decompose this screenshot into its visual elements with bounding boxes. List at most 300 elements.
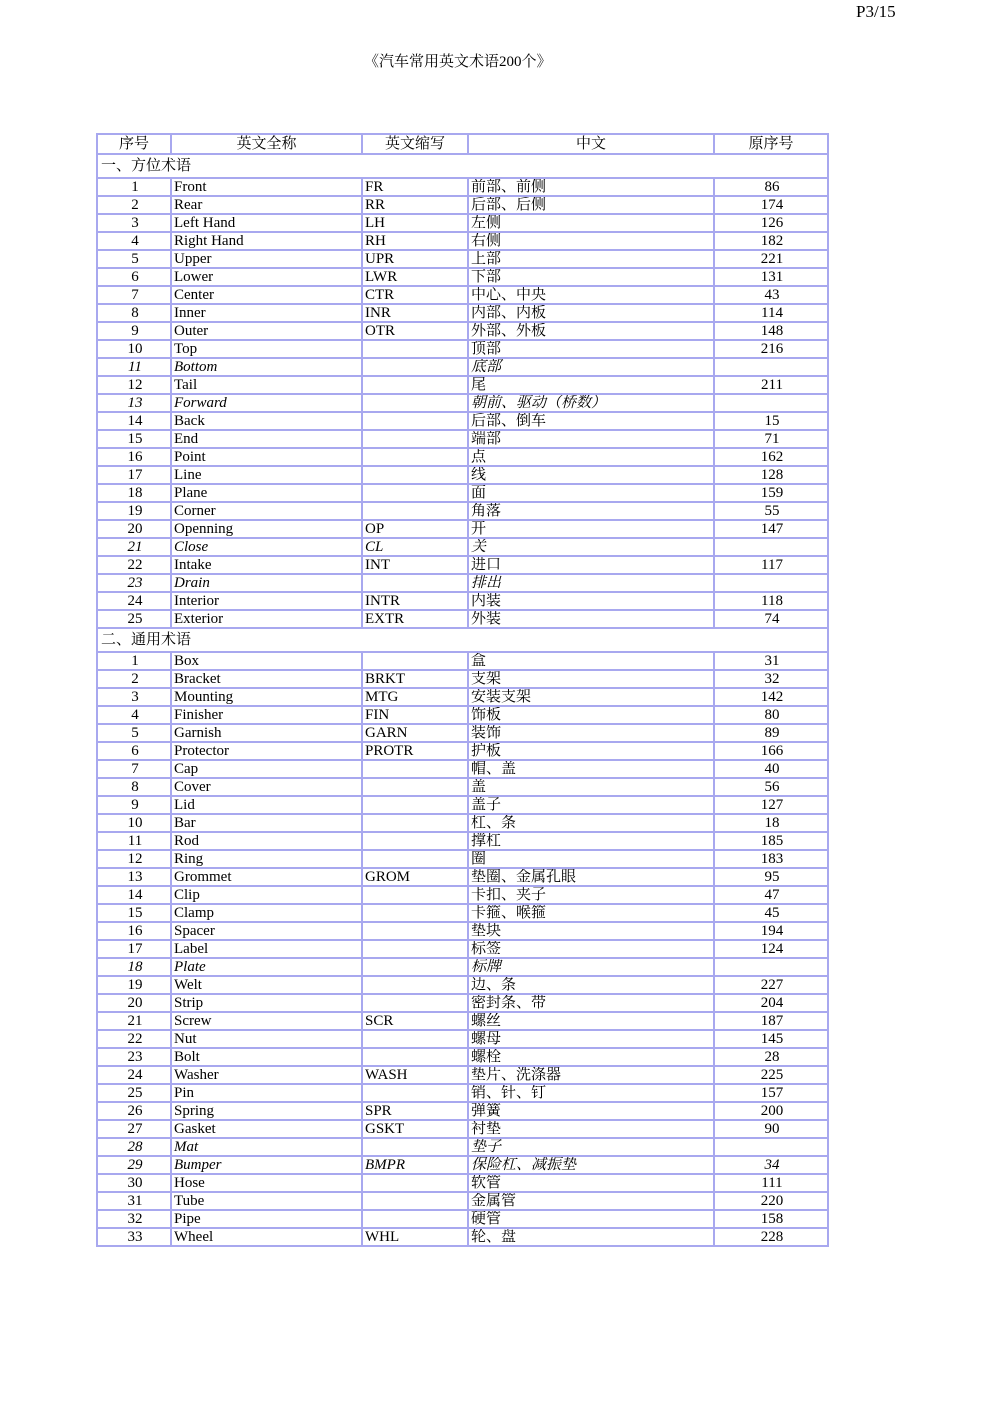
table-row: [97, 1120, 828, 1138]
row-number: 29: [97, 1156, 171, 1174]
chinese-term: 外部、外板: [468, 322, 714, 340]
chinese-term: 左侧: [468, 214, 714, 232]
original-number: 127: [714, 796, 828, 814]
original-number: 80: [714, 706, 828, 724]
table-row: [97, 1192, 828, 1210]
chinese-term: 软管: [468, 1174, 714, 1192]
english-name: Right Hand: [171, 232, 362, 250]
abbreviation: GROM: [362, 868, 468, 886]
original-number: 228: [714, 1228, 828, 1246]
english-name: Bracket: [171, 670, 362, 688]
chinese-term: 标签: [468, 940, 714, 958]
row-number: 5: [97, 724, 171, 742]
abbreviation: [362, 1138, 468, 1156]
chinese-term: 垫子: [468, 1138, 714, 1156]
original-number: 187: [714, 1012, 828, 1030]
original-number: 40: [714, 760, 828, 778]
table-row: [97, 1174, 828, 1192]
abbreviation: [362, 466, 468, 484]
chinese-term: 底部: [468, 358, 714, 376]
english-name: Lower: [171, 268, 362, 286]
table-row: [97, 520, 828, 538]
english-name: Protector: [171, 742, 362, 760]
english-name: Wheel: [171, 1228, 362, 1246]
chinese-term: 帽、盖: [468, 760, 714, 778]
header-english-name: 英文全称: [171, 134, 362, 154]
row-number: 17: [97, 466, 171, 484]
row-number: 25: [97, 610, 171, 628]
section-title: 二、通用术语: [97, 628, 828, 652]
abbreviation: [362, 904, 468, 922]
table-row: [97, 394, 828, 412]
english-name: Pin: [171, 1084, 362, 1102]
abbreviation: [362, 430, 468, 448]
english-name: Hose: [171, 1174, 362, 1192]
english-name: Garnish: [171, 724, 362, 742]
table-row: [97, 250, 828, 268]
table-row: [97, 1048, 828, 1066]
row-number: 9: [97, 322, 171, 340]
english-name: Top: [171, 340, 362, 358]
original-number: [714, 538, 828, 556]
english-name: Grommet: [171, 868, 362, 886]
original-number: [714, 358, 828, 376]
header-row: [97, 134, 828, 154]
original-number: 174: [714, 196, 828, 214]
english-name: Drain: [171, 574, 362, 592]
chinese-term: 卡箍、喉箍: [468, 904, 714, 922]
abbreviation: LH: [362, 214, 468, 232]
chinese-term: 外装: [468, 610, 714, 628]
english-name: Exterior: [171, 610, 362, 628]
row-number: 1: [97, 178, 171, 196]
row-number: 4: [97, 232, 171, 250]
chinese-term: 中心、中央: [468, 286, 714, 304]
table-row: [97, 1210, 828, 1228]
english-name: Tail: [171, 376, 362, 394]
chinese-term: 护板: [468, 742, 714, 760]
abbreviation: [362, 448, 468, 466]
table-row: [97, 832, 828, 850]
table-row: [97, 670, 828, 688]
original-number: 211: [714, 376, 828, 394]
row-number: 7: [97, 286, 171, 304]
row-number: 2: [97, 196, 171, 214]
abbreviation: UPR: [362, 250, 468, 268]
original-number: 182: [714, 232, 828, 250]
english-name: Gasket: [171, 1120, 362, 1138]
row-number: 11: [97, 358, 171, 376]
table-row: [97, 1030, 828, 1048]
original-number: 158: [714, 1210, 828, 1228]
header-no: 序号: [97, 134, 171, 154]
english-name: Washer: [171, 1066, 362, 1084]
row-number: 16: [97, 448, 171, 466]
table-row: [97, 1102, 828, 1120]
chinese-term: 内部、内板: [468, 304, 714, 322]
english-name: Mat: [171, 1138, 362, 1156]
abbreviation: [362, 1174, 468, 1192]
table-row: [97, 376, 828, 394]
row-number: 14: [97, 412, 171, 430]
row-number: 19: [97, 502, 171, 520]
row-number: 32: [97, 1210, 171, 1228]
table-row: [97, 286, 828, 304]
row-number: 22: [97, 1030, 171, 1048]
abbreviation: [362, 760, 468, 778]
section-header: [97, 154, 828, 178]
abbreviation: [362, 574, 468, 592]
table-row: [97, 304, 828, 322]
abbreviation: [362, 484, 468, 502]
table-row: [97, 448, 828, 466]
table-row: [97, 958, 828, 976]
table-row: [97, 724, 828, 742]
abbreviation: WHL: [362, 1228, 468, 1246]
table-row: [97, 340, 828, 358]
table-row: [97, 1138, 828, 1156]
terms-table: [96, 133, 829, 1247]
original-number: 145: [714, 1030, 828, 1048]
chinese-term: 螺丝: [468, 1012, 714, 1030]
english-name: Upper: [171, 250, 362, 268]
table-row: [97, 706, 828, 724]
chinese-term: 卡扣、夹子: [468, 886, 714, 904]
page-number: P3/15: [856, 2, 896, 21]
table-row: [97, 556, 828, 574]
chinese-term: 进口: [468, 556, 714, 574]
original-number: 43: [714, 286, 828, 304]
chinese-term: 角落: [468, 502, 714, 520]
row-number: 12: [97, 850, 171, 868]
abbreviation: EXTR: [362, 610, 468, 628]
row-number: 10: [97, 340, 171, 358]
table-row: [97, 742, 828, 760]
abbreviation: [362, 1048, 468, 1066]
original-number: 34: [714, 1156, 828, 1174]
table-row: [97, 178, 828, 196]
table-row: [97, 922, 828, 940]
english-name: Bolt: [171, 1048, 362, 1066]
original-number: 131: [714, 268, 828, 286]
table-row: [97, 592, 828, 610]
abbreviation: RH: [362, 232, 468, 250]
english-name: Lid: [171, 796, 362, 814]
chinese-term: 上部: [468, 250, 714, 268]
row-number: 20: [97, 520, 171, 538]
chinese-term: 前部、前侧: [468, 178, 714, 196]
row-number: 24: [97, 1066, 171, 1084]
abbreviation: OTR: [362, 322, 468, 340]
table-row: [97, 652, 828, 670]
table-row: [97, 688, 828, 706]
row-number: 15: [97, 430, 171, 448]
chinese-term: 撑杠: [468, 832, 714, 850]
original-number: 216: [714, 340, 828, 358]
table-row: [97, 994, 828, 1012]
original-number: [714, 394, 828, 412]
table-row: [97, 466, 828, 484]
row-number: 19: [97, 976, 171, 994]
chinese-term: 硬管: [468, 1210, 714, 1228]
abbreviation: FIN: [362, 706, 468, 724]
original-number: 183: [714, 850, 828, 868]
chinese-term: 端部: [468, 430, 714, 448]
abbreviation: [362, 832, 468, 850]
row-number: 30: [97, 1174, 171, 1192]
row-number: 15: [97, 904, 171, 922]
table-row: [97, 502, 828, 520]
table-row: [97, 778, 828, 796]
original-number: 200: [714, 1102, 828, 1120]
abbreviation: SCR: [362, 1012, 468, 1030]
original-number: 56: [714, 778, 828, 796]
original-number: 220: [714, 1192, 828, 1210]
table-row: [97, 196, 828, 214]
row-number: 14: [97, 886, 171, 904]
row-number: 25: [97, 1084, 171, 1102]
english-name: Bar: [171, 814, 362, 832]
chinese-term: 内装: [468, 592, 714, 610]
table-row: [97, 886, 828, 904]
original-number: 47: [714, 886, 828, 904]
original-number: 194: [714, 922, 828, 940]
english-name: Label: [171, 940, 362, 958]
table-row: [97, 976, 828, 994]
table-row: [97, 850, 828, 868]
chinese-term: 边、条: [468, 976, 714, 994]
abbreviation: [362, 958, 468, 976]
abbreviation: INR: [362, 304, 468, 322]
chinese-term: 盖: [468, 778, 714, 796]
row-number: 24: [97, 592, 171, 610]
original-number: 28: [714, 1048, 828, 1066]
row-number: 21: [97, 538, 171, 556]
abbreviation: INTR: [362, 592, 468, 610]
chinese-term: 标牌: [468, 958, 714, 976]
abbreviation: [362, 412, 468, 430]
original-number: 111: [714, 1174, 828, 1192]
chinese-term: 垫块: [468, 922, 714, 940]
abbreviation: CTR: [362, 286, 468, 304]
english-name: Clamp: [171, 904, 362, 922]
original-number: 74: [714, 610, 828, 628]
chinese-term: 安装支架: [468, 688, 714, 706]
english-name: Rod: [171, 832, 362, 850]
chinese-term: 线: [468, 466, 714, 484]
row-number: 23: [97, 574, 171, 592]
table-row: [97, 1066, 828, 1084]
row-number: 4: [97, 706, 171, 724]
abbreviation: FR: [362, 178, 468, 196]
english-name: Bumper: [171, 1156, 362, 1174]
chinese-term: 排出: [468, 574, 714, 592]
row-number: 33: [97, 1228, 171, 1246]
english-name: Forward: [171, 394, 362, 412]
chinese-term: 后部、后侧: [468, 196, 714, 214]
abbreviation: [362, 652, 468, 670]
abbreviation: MTG: [362, 688, 468, 706]
chinese-term: 面: [468, 484, 714, 502]
english-name: Outer: [171, 322, 362, 340]
row-number: 18: [97, 958, 171, 976]
abbreviation: INT: [362, 556, 468, 574]
abbreviation: GARN: [362, 724, 468, 742]
chinese-term: 开: [468, 520, 714, 538]
english-name: Plate: [171, 958, 362, 976]
english-name: Tube: [171, 1192, 362, 1210]
english-name: Cover: [171, 778, 362, 796]
abbreviation: [362, 814, 468, 832]
row-number: 22: [97, 556, 171, 574]
row-number: 18: [97, 484, 171, 502]
table-row: [97, 214, 828, 232]
chinese-term: 盖子: [468, 796, 714, 814]
abbreviation: [362, 796, 468, 814]
row-number: 13: [97, 868, 171, 886]
chinese-term: 朝前、驱动（桥数）: [468, 394, 714, 412]
chinese-term: 右侧: [468, 232, 714, 250]
english-name: Spring: [171, 1102, 362, 1120]
row-number: 10: [97, 814, 171, 832]
table-row: [97, 814, 828, 832]
original-number: 118: [714, 592, 828, 610]
table-row: [97, 268, 828, 286]
chinese-term: 圈: [468, 850, 714, 868]
original-number: 45: [714, 904, 828, 922]
abbreviation: SPR: [362, 1102, 468, 1120]
row-number: 2: [97, 670, 171, 688]
abbreviation: BRKT: [362, 670, 468, 688]
row-number: 9: [97, 796, 171, 814]
table-row: [97, 868, 828, 886]
original-number: 147: [714, 520, 828, 538]
original-number: 148: [714, 322, 828, 340]
abbreviation: [362, 886, 468, 904]
english-name: End: [171, 430, 362, 448]
table-row: [97, 358, 828, 376]
document-title: 《汽车常用英文术语200个》: [364, 54, 552, 70]
english-name: Screw: [171, 1012, 362, 1030]
row-number: 3: [97, 214, 171, 232]
row-number: 6: [97, 742, 171, 760]
english-name: Mounting: [171, 688, 362, 706]
english-name: Interior: [171, 592, 362, 610]
table-row: [97, 610, 828, 628]
abbreviation: [362, 358, 468, 376]
original-number: 166: [714, 742, 828, 760]
chinese-term: 金属管: [468, 1192, 714, 1210]
row-number: 3: [97, 688, 171, 706]
row-number: 31: [97, 1192, 171, 1210]
chinese-term: 保险杠、减振垫: [468, 1156, 714, 1174]
chinese-term: 衬垫: [468, 1120, 714, 1138]
english-name: Box: [171, 652, 362, 670]
table-row: [97, 430, 828, 448]
abbreviation: [362, 850, 468, 868]
english-name: Nut: [171, 1030, 362, 1048]
abbreviation: [362, 1030, 468, 1048]
original-number: 159: [714, 484, 828, 502]
terms-body: [97, 154, 828, 1246]
chinese-term: 盒: [468, 652, 714, 670]
row-number: 17: [97, 940, 171, 958]
abbreviation: [362, 922, 468, 940]
english-name: Ring: [171, 850, 362, 868]
abbreviation: OP: [362, 520, 468, 538]
english-name: Corner: [171, 502, 362, 520]
english-name: Pipe: [171, 1210, 362, 1228]
row-number: 8: [97, 304, 171, 322]
abbreviation: CL: [362, 538, 468, 556]
original-number: [714, 1138, 828, 1156]
table-row: [97, 322, 828, 340]
chinese-term: 轮、盘: [468, 1228, 714, 1246]
abbreviation: [362, 1084, 468, 1102]
header-chinese: 中文: [468, 134, 714, 154]
abbreviation: [362, 376, 468, 394]
original-number: 71: [714, 430, 828, 448]
english-name: Welt: [171, 976, 362, 994]
table-row: [97, 1012, 828, 1030]
chinese-term: 装饰: [468, 724, 714, 742]
english-name: Left Hand: [171, 214, 362, 232]
table-row: [97, 232, 828, 250]
table-row: [97, 574, 828, 592]
abbreviation: GSKT: [362, 1120, 468, 1138]
table-row: [97, 538, 828, 556]
english-name: Front: [171, 178, 362, 196]
abbreviation: PROTR: [362, 742, 468, 760]
chinese-term: 顶部: [468, 340, 714, 358]
chinese-term: 后部、倒车: [468, 412, 714, 430]
original-number: 117: [714, 556, 828, 574]
row-number: 27: [97, 1120, 171, 1138]
original-number: 90: [714, 1120, 828, 1138]
english-name: Spacer: [171, 922, 362, 940]
abbreviation: [362, 994, 468, 1012]
abbreviation: [362, 394, 468, 412]
table-row: [97, 1228, 828, 1246]
abbreviation: [362, 1210, 468, 1228]
original-number: 225: [714, 1066, 828, 1084]
chinese-term: 下部: [468, 268, 714, 286]
original-number: 204: [714, 994, 828, 1012]
abbreviation: BMPR: [362, 1156, 468, 1174]
header-original-no: 原序号: [714, 134, 828, 154]
chinese-term: 饰板: [468, 706, 714, 724]
section-title: 一、方位术语: [97, 154, 828, 178]
chinese-term: 密封条、带: [468, 994, 714, 1012]
original-number: 128: [714, 466, 828, 484]
header-abbreviation: 英文缩写: [362, 134, 468, 154]
section-header: [97, 628, 828, 652]
chinese-term: 关: [468, 538, 714, 556]
row-number: 8: [97, 778, 171, 796]
original-number: 185: [714, 832, 828, 850]
table-row: [97, 412, 828, 430]
abbreviation: [362, 340, 468, 358]
original-number: 18: [714, 814, 828, 832]
chinese-term: 尾: [468, 376, 714, 394]
table-row: [97, 1084, 828, 1102]
original-number: 86: [714, 178, 828, 196]
abbreviation: [362, 940, 468, 958]
row-number: 13: [97, 394, 171, 412]
original-number: 31: [714, 652, 828, 670]
original-number: 126: [714, 214, 828, 232]
original-number: 124: [714, 940, 828, 958]
